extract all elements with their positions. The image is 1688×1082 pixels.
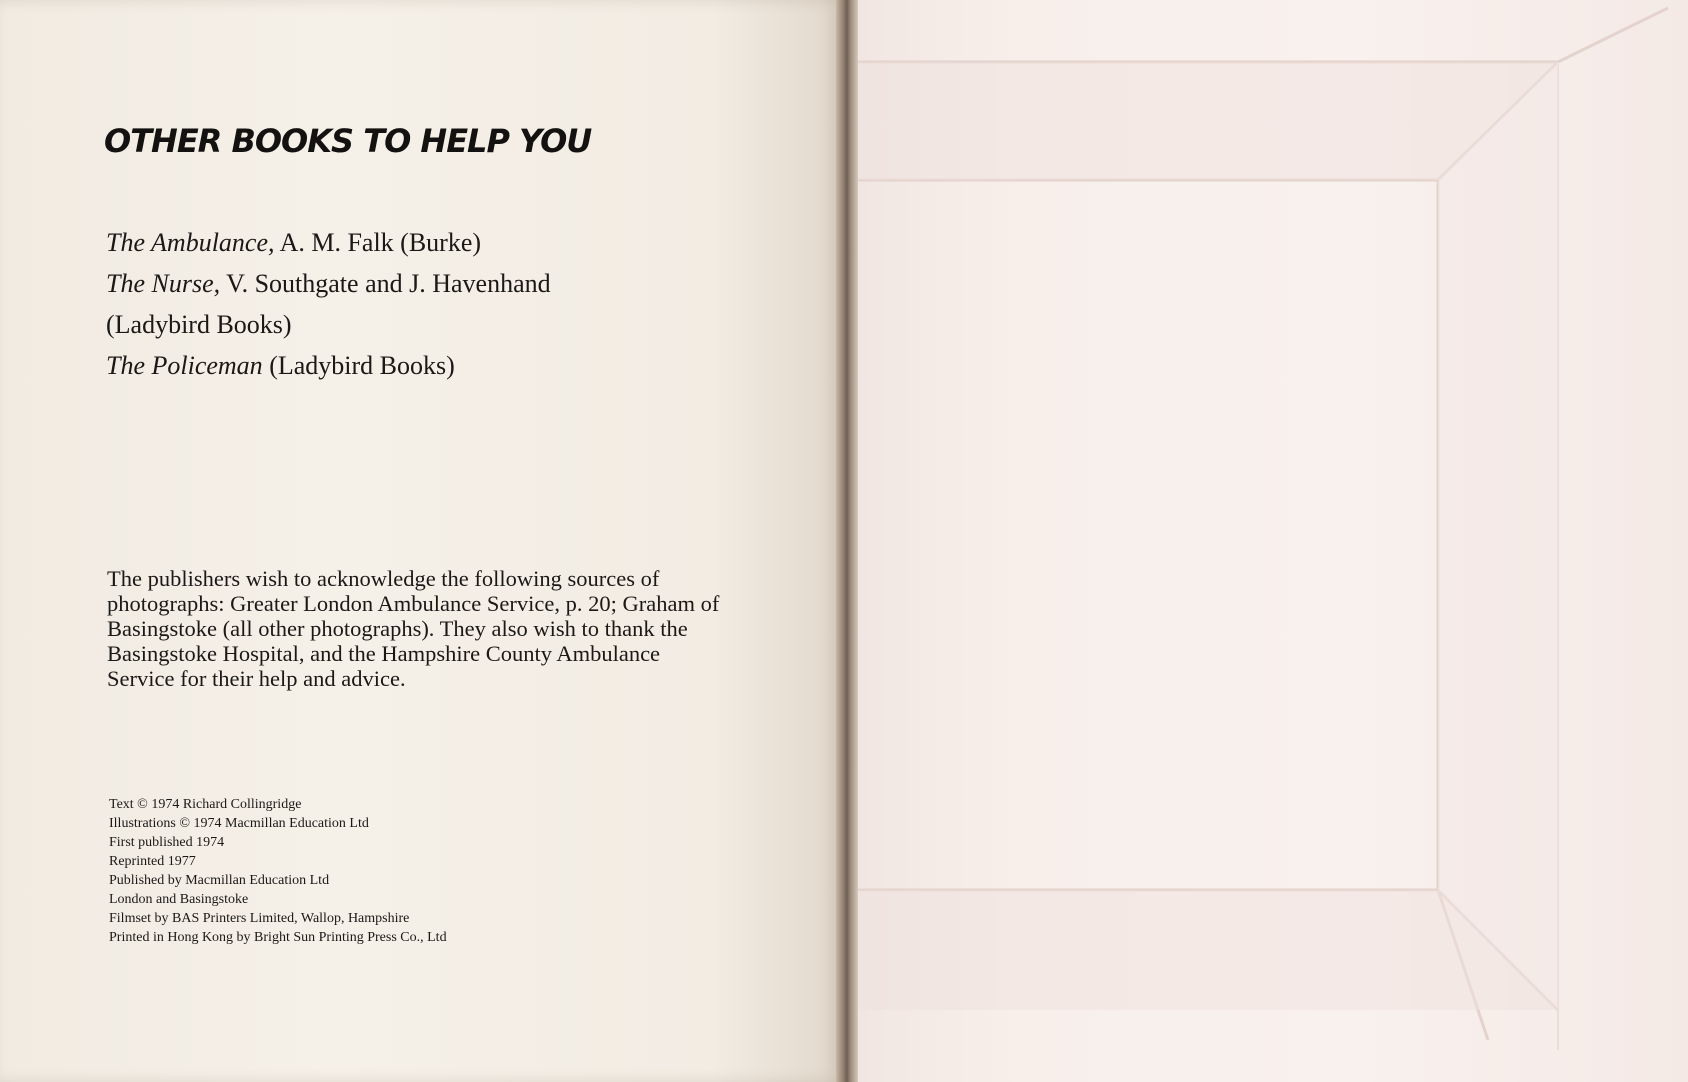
book-title: The Ambulance,: [106, 228, 275, 257]
imprint-line: Printed in Hong Kong by Bright Sun Printing Press Co., Ltd: [109, 930, 447, 945]
tape-strip-right: [1438, 62, 1558, 1010]
book-spine: [836, 0, 858, 1082]
tape-inner-frame: [858, 180, 1438, 890]
imprint-line: Illustrations © 1974 Macmillan Education Ltd: [109, 816, 369, 831]
book-list-item: [106, 222, 551, 263]
book-list: [106, 222, 551, 386]
right-page-blank: [858, 0, 1688, 1082]
imprint-line: London and Basingstoke: [109, 892, 249, 907]
book-title: The Policeman: [106, 351, 263, 380]
book-list-item: [106, 345, 551, 386]
book-title: The Nurse,: [106, 269, 221, 298]
page-heading: OTHER BOOKS TO HELP YOU: [104, 122, 592, 160]
imprint-line: Text © 1974 Richard Collingridge: [109, 797, 302, 812]
tape-edge-top: [858, 8, 1668, 62]
book-author-publisher: A. M. Falk (Burke): [274, 228, 482, 257]
tape-strip-top: [858, 62, 1558, 180]
book-author-publisher: (Ladybird Books): [262, 351, 455, 380]
book-list-item: [106, 304, 551, 345]
acknowledgement-paragraph: The publishers wish to acknowledge the following sources of photographs: Greater London Ambulance Service, p. 20; Graham of Basingstoke (all other photographs). They also wish to thank the Basingstoke Hospital, and the Hampshire County Ambulance Service for their help and advice.: [107, 566, 720, 691]
imprint-line: Filmset by BAS Printers Limited, Wallop, Hampshire: [109, 911, 410, 926]
imprint-line: Published by Macmillan Education Ltd: [109, 873, 330, 888]
book-author-publisher: V. Southgate and J. Havenhand: [220, 269, 551, 298]
tape-strip-bottom: [858, 890, 1558, 1010]
imprint-block: [109, 795, 447, 947]
tape-marks: [858, 0, 1688, 1082]
book-author-publisher: (Ladybird Books): [106, 310, 292, 339]
left-page: [0, 0, 838, 1082]
imprint-line: First published 1974: [109, 835, 225, 850]
book-list-item: [106, 263, 551, 304]
imprint-line: Reprinted 1977: [109, 854, 196, 869]
